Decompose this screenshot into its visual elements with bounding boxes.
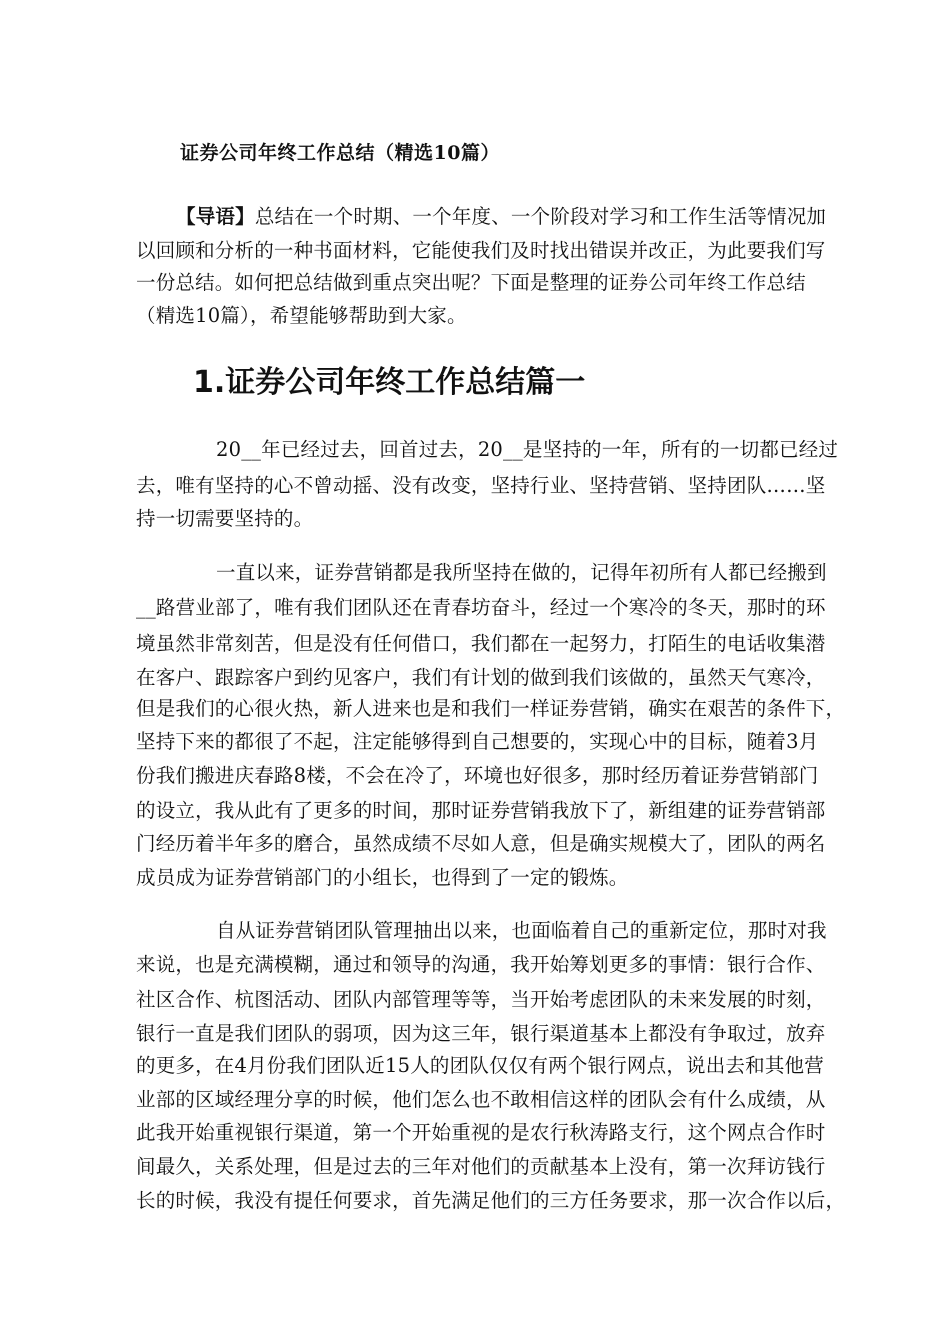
intro-line-2: 以回顾和分析的一种书面材料，它能使我们及时找出错误并改正，为此要我们写 (136, 239, 826, 262)
paragraph-line: 境虽然非常刻苦，但是没有任何借口，我们都在一起努力，打陌生的电话收集潜 (136, 632, 826, 655)
paragraph-line: 在客户、跟踪客户到约见客户，我们有计划的做到我们该做的，虽然天气寒冷， (136, 666, 826, 689)
paragraph-line: 银行一直是我们团队的弱项，因为这三年，银行渠道基本上都没有争取过，放弃 (136, 1022, 826, 1045)
intro-lead: 【导语】 (176, 205, 255, 228)
paragraph-line: 一直以来，证券营销都是我所坚持在做的，记得年初所有人都已经搬到 (216, 561, 827, 584)
section-heading: 1.证券公司年终工作总结篇一 (193, 365, 586, 400)
paragraph-line: 自从证券营销团队管理抽出以来，也面临着自己的重新定位，那时对我 (216, 919, 827, 942)
paragraph-line: __路营业部了，唯有我们团队还在青春坊奋斗，经过一个寒冷的冬天，那时的环 (136, 596, 826, 619)
paragraph-line: 20__年已经过去，回首过去，20__是坚持的一年，所有的一切都已经过 (216, 438, 839, 461)
paragraph-line: 去，唯有坚持的心不曾动摇、没有改变，坚持行业、坚持营销、坚持团队……坚 (136, 474, 826, 497)
paragraph-line: 社区合作、杭图活动、团队内部管理等等，当开始考虑团队的未来发展的时刻， (136, 988, 826, 1011)
intro-text: 总结在一个时期、一个年度、一个阶段对学习和工作生活等情况加 (254, 205, 827, 228)
paragraph-line: 持一切需要坚持的。 (136, 507, 314, 530)
paragraph-line: 但是我们的心很火热，新人进来也是和我们一样证券营销，确实在艰苦的条件下， (136, 697, 846, 720)
paragraph-line: 份我们搬进庆春路8楼，不会在冷了，环境也好很多，那时经历着证券营销部门 (136, 764, 819, 787)
document-title: 证券公司年终工作总结（精选10篇） (180, 142, 500, 164)
intro-line-4: （精选10篇），希望能够帮助到大家。 (136, 304, 467, 327)
intro-line-1 (176, 201, 826, 229)
intro-line-3: 一份总结。如何把总结做到重点突出呢？下面是整理的证券公司年终工作总结 (136, 271, 806, 294)
paragraph-line: 间最久，关系处理，但是过去的三年对他们的贡献基本上没有，第一次拜访钱行 (136, 1155, 826, 1178)
paragraph-line: 业部的区域经理分享的时候，他们怎么也不敢相信这样的团队会有什么成绩，从 (136, 1088, 826, 1111)
paragraph-line: 的更多，在4月份我们团队近15人的团队仅仅有两个银行网点，说出去和其他营 (136, 1054, 824, 1077)
paragraph-line: 的设立，我从此有了更多的时间，那时证券营销我放下了，新组建的证券营销部 (136, 799, 826, 822)
paragraph-line: 成员成为证券营销部门的小组长，也得到了一定的锻炼。 (136, 866, 629, 889)
paragraph-line: 坚持下来的都很了不起，注定能够得到自己想要的，实现心中的目标，随着3月 (136, 730, 819, 753)
paragraph-line: 长的时候，我没有提任何要求，首先满足他们的三方任务要求，那一次合作以后， (136, 1189, 846, 1212)
paragraph-line: 此我开始重视银行渠道，第一个开始重视的是农行秋涛路支行，这个网点合作时 (136, 1121, 826, 1144)
paragraph-line: 门经历着半年多的磨合，虽然成绩不尽如人意，但是确实规模大了，团队的两名 (136, 832, 826, 855)
paragraph-line: 来说，也是充满模糊，通过和领导的沟通，我开始筹划更多的事情：银行合作、 (136, 953, 826, 976)
